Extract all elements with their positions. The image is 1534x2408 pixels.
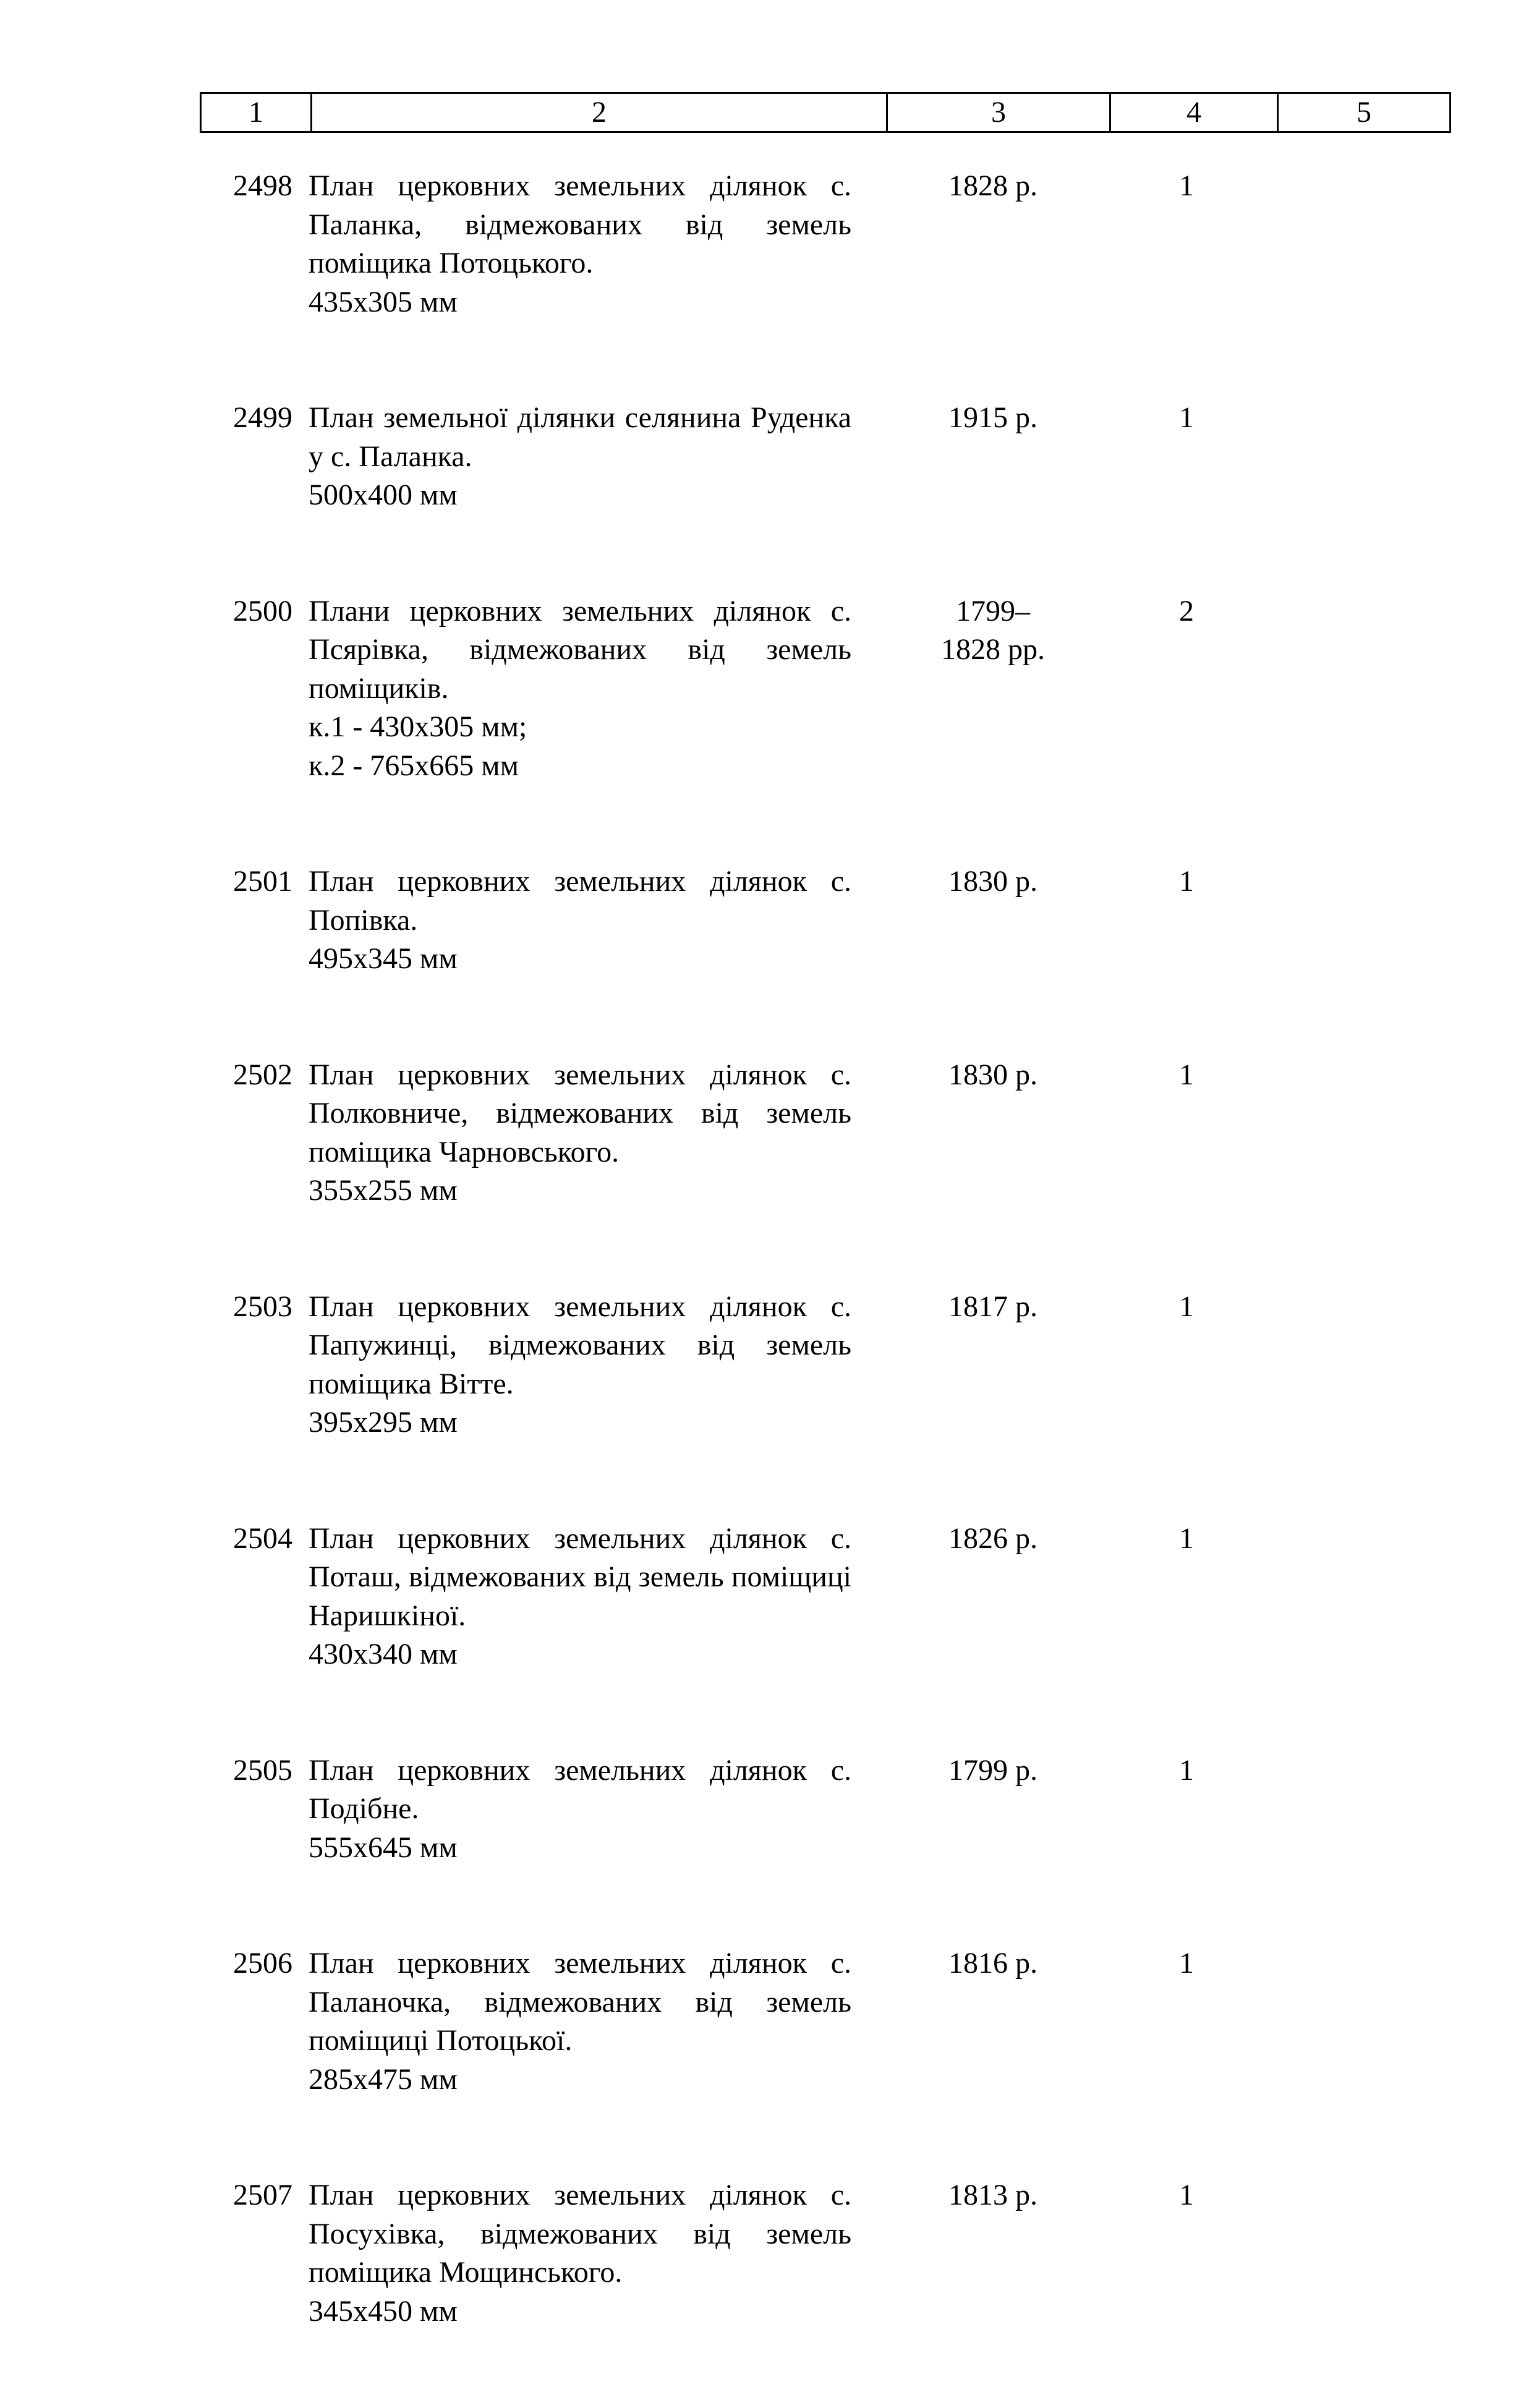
entry-date: 1830 р. xyxy=(948,1058,1038,1091)
entry-title: План земельної ділянки селянина Руденка у с. Паланка. xyxy=(309,401,851,473)
entry-note xyxy=(1269,399,1440,515)
entry-date: 1817 р. xyxy=(948,1290,1038,1323)
inventory-entry xyxy=(200,1751,1440,1868)
inventory-entry xyxy=(200,1944,1440,2099)
entry-title: План церковних земельних ділянок с. Папужинці, відмежованих від земель поміщика Вітте. xyxy=(309,1290,851,1400)
entry-description xyxy=(309,167,851,321)
entry-number: 2500 xyxy=(233,594,292,628)
entry-description xyxy=(309,1056,851,1210)
entry-description xyxy=(309,399,851,515)
entry-count: 1 xyxy=(1179,1753,1194,1787)
entry-number: 2506 xyxy=(233,1947,292,1980)
entry-size: 395х295 мм xyxy=(309,1406,458,1439)
entry-description xyxy=(309,1751,851,1868)
entry-count: 1 xyxy=(1179,1058,1194,1091)
entry-title: Плани церковних земельних ділянок с. Псярівка, відмежованих від земель поміщиків. xyxy=(309,594,851,705)
entry-title: План церковних земельних ділянок с. Поташ, відмежованих від земель поміщиці Наришкіної. xyxy=(309,1521,851,1632)
entry-note xyxy=(1269,2176,1440,2331)
entry-title: План церковних земельних ділянок с. Подібне. xyxy=(309,1753,851,1825)
entry-size: к.2 - 765х665 мм xyxy=(309,749,519,782)
column-header-2: 2 xyxy=(312,93,887,132)
entry-size: 495х345 мм xyxy=(309,942,458,975)
entry-description xyxy=(309,2176,851,2331)
entry-date: 1826 р. xyxy=(948,1521,1038,1555)
entry-date: 1915 р. xyxy=(948,401,1038,434)
entry-number: 2505 xyxy=(233,1753,292,1787)
entry-size: 500х400 мм xyxy=(309,479,458,511)
entry-number: 2502 xyxy=(233,1058,292,1091)
entry-count: 1 xyxy=(1179,865,1194,898)
entry-date: 1830 р. xyxy=(948,865,1038,898)
entry-note xyxy=(1269,1288,1440,1442)
entry-count: 1 xyxy=(1179,1290,1194,1323)
inventory-entries xyxy=(200,167,1440,2408)
entry-title: План церковних земельних ділянок с. Посухівка, відмежованих від земель поміщика Мощинського. xyxy=(309,2179,851,2289)
entry-note xyxy=(1269,862,1440,979)
entry-size: 355х255 мм xyxy=(309,1174,458,1207)
entry-title: План церковних земельних ділянок с. Паланка, відмежованих від земель поміщика Потоцького. xyxy=(309,169,851,279)
column-header-3: 3 xyxy=(887,93,1110,132)
entry-date: 1816 р. xyxy=(948,1947,1038,1980)
entry-note xyxy=(1269,167,1440,321)
entry-date: 1828 р. xyxy=(948,169,1038,202)
entry-note xyxy=(1269,592,1440,786)
entry-number: 2501 xyxy=(233,865,292,898)
entry-count: 1 xyxy=(1179,1947,1194,1980)
entry-number: 2504 xyxy=(233,1521,292,1555)
inventory-entry xyxy=(200,167,1440,321)
column-header-table xyxy=(200,92,1451,133)
inventory-entry xyxy=(200,2176,1440,2331)
entry-size: к.1 - 430х305 мм; xyxy=(309,710,527,743)
entry-note xyxy=(1269,1751,1440,1868)
inventory-entry xyxy=(200,592,1440,786)
entry-note xyxy=(1269,1520,1440,1674)
entry-size: 435х305 мм xyxy=(309,285,458,318)
column-header-5: 5 xyxy=(1278,93,1451,132)
entry-date: 1799 р. xyxy=(948,1753,1038,1787)
entry-number: 2507 xyxy=(233,2179,292,2211)
entry-note xyxy=(1269,1944,1440,2099)
entry-size: 285х475 мм xyxy=(309,2062,458,2096)
entry-number: 2499 xyxy=(233,401,292,434)
column-header-row xyxy=(201,93,1451,132)
entry-count: 2 xyxy=(1179,594,1194,628)
entry-title: План церковних земельних ділянок с. Полковниче, відмежованих від земель поміщика Чарновського. xyxy=(309,1058,851,1168)
entry-date: 1799– 1828 рр. xyxy=(941,594,1045,666)
inventory-entry xyxy=(200,1056,1440,1210)
entry-count: 1 xyxy=(1179,169,1194,202)
entry-description xyxy=(309,1520,851,1674)
entry-size: 345х450 мм xyxy=(309,2294,458,2328)
entry-count: 1 xyxy=(1179,1521,1194,1555)
entry-description xyxy=(309,1288,851,1442)
entry-date: 1813 р. xyxy=(948,2179,1038,2211)
entry-count: 1 xyxy=(1179,2179,1194,2211)
entry-description xyxy=(309,592,851,786)
inventory-entry xyxy=(200,399,1440,515)
inventory-entry xyxy=(200,862,1440,979)
entry-number: 2503 xyxy=(233,1290,292,1323)
entry-title: План церковних земельних ділянок с. Попівка. xyxy=(309,865,851,937)
entry-note xyxy=(1269,1056,1440,1210)
column-header-1: 1 xyxy=(201,93,312,132)
entry-number: 2498 xyxy=(233,169,292,202)
entry-title: План церковних земельних ділянок с. Паланочка, відмежованих від земель поміщиці Потоцької. xyxy=(309,1947,851,2057)
inventory-entry xyxy=(200,1520,1440,1674)
entry-size: 430х340 мм xyxy=(309,1638,458,1670)
entry-description xyxy=(309,1944,851,2099)
entry-count: 1 xyxy=(1179,401,1194,434)
entry-description xyxy=(309,862,851,979)
inventory-entry xyxy=(200,1288,1440,1442)
column-header-4: 4 xyxy=(1110,93,1278,132)
entry-size: 555х645 мм xyxy=(309,1831,458,1864)
